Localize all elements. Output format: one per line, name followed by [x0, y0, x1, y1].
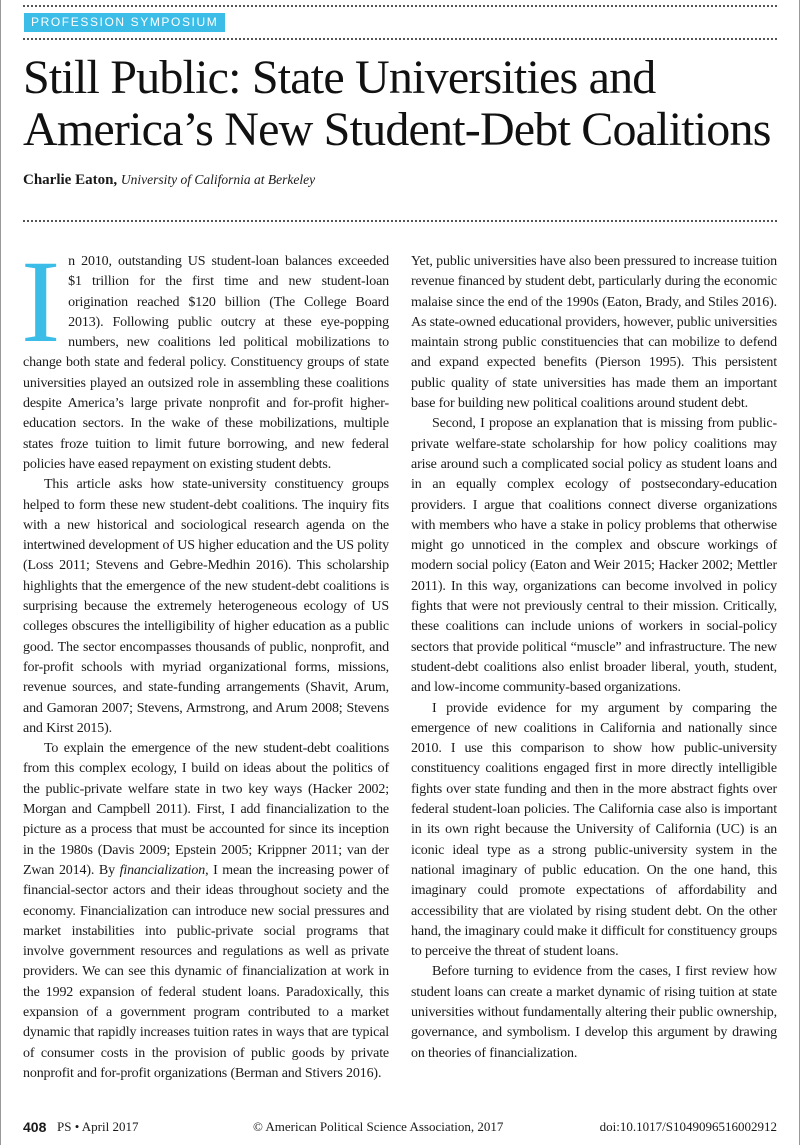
paragraph: [23, 739, 389, 1084]
divider-under-badge: [23, 38, 777, 40]
paragraph: Second, I propose an explanation that is missing from public-private welfare-state scholarship for how policy coalitions may arise around such a complicated social policy as student loans and in an equally complex ecology of postsecondary-education providers. I argue that coalitions connect diverse organizations with members who have a stake in policy problems that otherwise might go unnoticed in the complex and obscure workings of modern social policy (Eaton and Weir 2015; Hacker 2002; Mettler 2011). In this way, organizations can become involved in policy fights that were not previously central to their mission. Critically, these coalitions can include unions of workers in social-policy sectors that provide political “muscle” and infrastructure. The new student-debt coalitions also enlist broader liberal, youth, student, and low-income community-based organizations.: [411, 416, 777, 696]
body-column-right: [411, 252, 777, 1105]
body-column-left: [21, 236, 389, 1105]
section-badge: PROFESSION SYMPOSIUM: [24, 13, 225, 32]
paragraph: [21, 236, 389, 475]
copyright: © American Political Science Association, 2017: [253, 1119, 504, 1134]
paragraph: This article asks how state-university constituency groups helped to form these new student-debt coalitions. The inquiry fits with a new historical and sociological research agenda on the intertwined development of US higher education and the US polity (Loss 2011; Stevens and Gebre-Medhin 2016). This scholarship highlights that the emergence of the new student-debt coalitions is surprising because the extremely heterogeneous ecology of US colleges obscures the intelligibility of higher education as a public good. The sector encompasses thousands of public, nonprofit, and for-profit schools with myriad organizational forms, missions, revenue sources, and state-funding arrangements (Shavit, Arum, and Gamoran 2007; Stevens, Armstrong, and Arum 2008; Stevens and Kirst 2015).: [23, 477, 389, 736]
italic-term: financialization: [119, 862, 206, 878]
section-badge-row: [23, 7, 777, 38]
page-number: 408: [23, 1119, 47, 1135]
journal-issue: PS • April 2017: [57, 1119, 139, 1134]
body-columns: [21, 236, 777, 1105]
paragraph: I provide evidence for my argument by comparing the emergence of new coalitions in California and nationally since 2010. I use this comparison to show how public-university constituency coalitions engaged first in more directly intelligible fights over state funding and then in the more abstract fights over federal student-loan policies. The California case also is important in its own right because the University of California (UC) is an iconic ideal type as a strong public-university system in the national imaginary of public education. On the one hand, this imaginary could promote expectations of affordability and accessibility that are violated by rising student debt. On the other hand, the imaginary could make it difficult for constituency groups to perceive the threat of student loans.: [411, 700, 777, 960]
author-name: Charlie Eaton,: [23, 172, 118, 188]
byline: [23, 170, 777, 190]
author-affiliation: University of California at Berkeley: [120, 172, 316, 187]
article-title: Still Public: State Universities and America’s New Student-Debt Coalitions: [23, 51, 771, 156]
doi: doi:10.1017/S1049096516002912: [599, 1119, 777, 1134]
drop-cap: I: [21, 236, 61, 367]
paragraph-text: To explain the emergence of the new student-debt coalitions from this complex ecology, I build on ideas about the politics of the public-private welfare state in two key ways (Hacker 2002; Morgan and Campbell 2011). First, I add financialization to the picture as a process that must be accounted for since its inception in the 1980s (Davis 2009; Epstein 2005; Krippner 2011; van der Zwan 2014). By: [23, 741, 389, 878]
paragraph: Yet, public universities have also been pressured to increase tuition revenue financed by student debt, particularly during the economic malaise since the end of the 1990s (Eaton, Brady, and Stiles 2016). As state-owned educational providers, however, public universities maintain strong public constituencies that can mobilize to defend and expand expected benefits (Pierson 1995). This persistent public quality of state universities has made them an important base for building new political coalitions around student debt.: [411, 254, 777, 412]
paragraph-text: , I mean the increasing power of financial-sector actors and their ideas throughout society and the economy. Financialization can introduce new social pressures and market instabilities into public-private social programs that involve government resources and regulations as well as private providers. We can see this dynamic of financialization at work in the 1992 expansion of federal student loans. Paradoxically, this expansion of a government program contributed to a market dynamic that rapidly increases tuition rates in ways that are typical of consumer costs in the provision of public goods by private nonprofit and for-profit organizations (Berman and Stivers 2016).: [23, 862, 389, 1081]
paragraph: Before turning to evidence from the cases, I first review how student loans can create a market dynamic of rising tuition at state universities without fundamentally altering their public ownership, governance, and symbolism. I develop this argument by drawing on theories of financialization.: [411, 964, 777, 1061]
page-footer: [23, 1117, 777, 1137]
divider-under-byline: [23, 220, 777, 222]
paragraph-text: n 2010, outstanding US student-loan balances exceeded $1 trillion for the first time and new student-loan origination reached $120 billion (The College Board 2013). Following public outcry at these eye-popping numbers, new coalitions led political mobilizations to change both state and federal policy. Constituency groups of state universities played an outsized role in assembling these coalitions despite America’s large private nonprofit and for-profit higher-education sectors. In the wake of these mobilizations, multiple states froze tuition to limit future borrowing, and new federal policies have eased repayment on existing student debts.: [23, 254, 389, 472]
